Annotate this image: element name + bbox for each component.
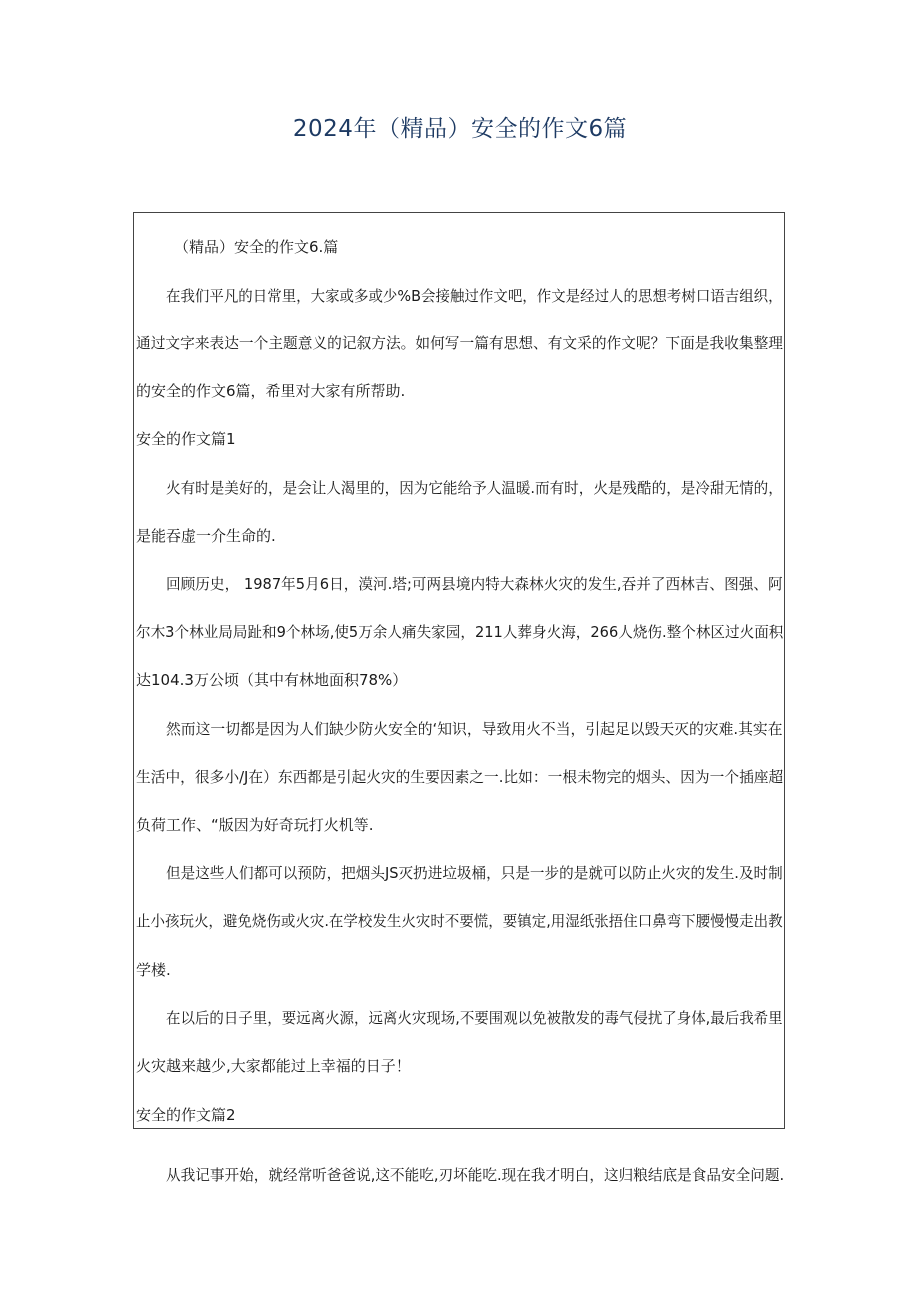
essay1-p1-line-2: 是能吞虚一介生命的. [136, 527, 276, 545]
essay1-p2-line-2: 尔木3个林业局局趾和9个林场,使5万余人痛失家园，211人葬身火海，266人烧伤.整个林区过火面积 [136, 623, 784, 641]
essay1-p3-line-1: 然而这一切都是因为人们缺少防火安全的‘知识，导致用火不当，引起足以毁天灭的灾难.其实在 [166, 720, 783, 738]
intro-line-2: 通过文字来表达一个主题意义的记叙方法。如何写一篇有思想、有文采的作文呢？下面是我收集整理 [136, 334, 784, 352]
essay1-p2-line-3: 达104.3万公顷（其中有林地面积78%） [136, 671, 408, 689]
essay1-heading: 安全的作文篇1 [136, 430, 236, 448]
essay2-heading: 安全的作文篇2 [136, 1106, 236, 1124]
essay1-p5-line-2: 火灾越来越少,大家都能过上幸福的日子！ [136, 1057, 411, 1075]
document-subtitle: （精品）安全的作文6.篇 [174, 238, 339, 256]
essay1-p5-line-1: 在以后的日子里，要远离火源，远离火灾现场,不要围观以免被散发的毒气侵扰了身体,最后我希里 [166, 1009, 783, 1027]
document-title: 2024年（精品）安全的作文6篇 [292, 116, 628, 142]
essay1-p4-line-2: 止小孩玩火，避免烧伤或火灾.在学校发生火灾时不要慌，要镇定,用湿纸张捂住口鼻弯下腰慢慢走出教 [136, 912, 783, 930]
essay2-p1-line-1: 从我记事开始，就经常听爸爸说,这不能吃,刃坏能吃.现在我才明白，这归粮结底是食品安全问题. [166, 1166, 785, 1184]
essay1-p4-line-3: 学楼. [136, 961, 171, 979]
essay1-p3-line-3: 负荷工作、“版因为好奇玩打火机等. [136, 816, 374, 834]
essay1-p4-line-1: 但是这些人们都可以预防，把烟头JS灭扔进垃圾桶，只是一步的是就可以防止火灾的发生.及时制 [166, 864, 783, 882]
essay1-p1-line-1: 火有时是美好的，是会让人渴里的，因为它能给予人温暖.而有时，火是残酷的，是冷甜无情的， [166, 479, 783, 497]
essay1-p3-line-2: 生活中，很多小/J在）东西都是引起火灾的生要因素之一.比如：一根未物完的烟头、因为一个插座超 [136, 768, 784, 786]
essay1-p2-line-1: 回顾历史， 1987年5月6日，漠河.塔;可两县境内特大森林火灾的发生,吞并了西林吉、图强、阿 [166, 575, 783, 593]
intro-line-1: 在我们平凡的日常里，大家或多或少%B会接触过作文吧，作文是经过人的思想考树口语吉组织， [166, 287, 783, 305]
intro-line-3: 的安全的作文6篇，希里对大家有所帮助. [136, 382, 406, 400]
